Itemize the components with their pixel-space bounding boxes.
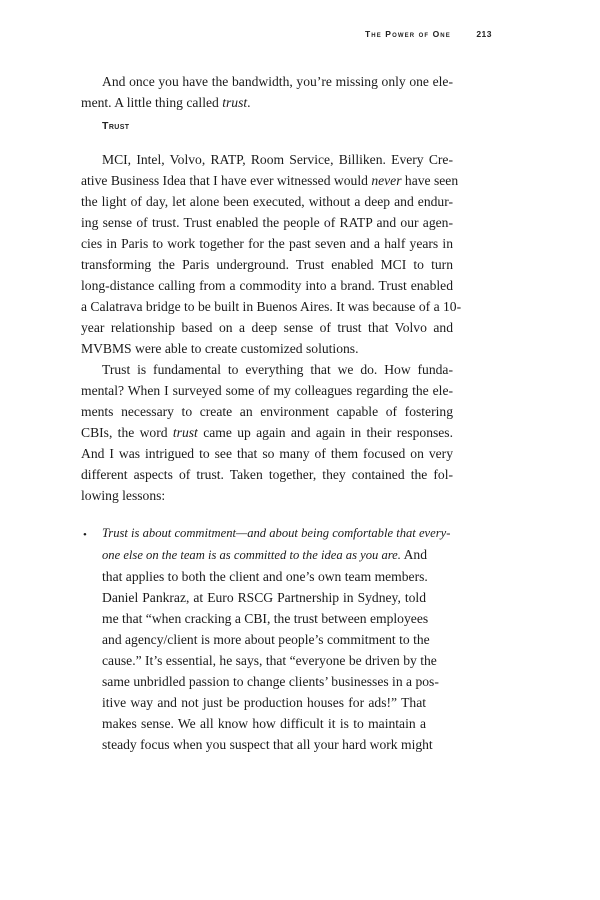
heading-text: Trust <box>102 120 130 132</box>
text-line: the light of day, let alone been executed, without a deep and endur- <box>81 194 453 209</box>
running-header <box>365 29 492 39</box>
text-line: makes sense. We all know how difficult it is to maintain a <box>102 716 426 731</box>
text-line: cause.” It’s essential, he says, that “everyone be driven by the <box>102 653 437 668</box>
text-line: ing sense of trust. Trust enabled the people of RATP and our agen- <box>81 215 453 230</box>
text-line: different aspects of trust. Taken together, they contained the fol- <box>81 467 453 482</box>
text-span: CBIs, the word <box>81 425 168 440</box>
text-line: And once you have the bandwidth, you’re missing only one ele- <box>102 74 453 89</box>
emphasis: trust <box>172 425 198 440</box>
emphasis: one else on the team is as committed to the idea as you are. <box>102 548 401 562</box>
text-line: that applies to both the client and one’s own team members. <box>102 569 428 584</box>
emphasis: trust <box>222 95 248 110</box>
intro-paragraph <box>81 71 453 113</box>
text-span: And <box>403 547 428 562</box>
text-line: transforming the Paris underground. Trust enabled MCI to turn <box>81 257 453 272</box>
text-line: year relationship based on a deep sense of trust that Volvo and <box>81 320 453 335</box>
text-line: a Calatrava bridge to be built in Buenos Aires. It was because of a 10- <box>81 299 462 314</box>
running-title: The Power of One <box>365 29 451 39</box>
text-span: ment. A little thing called <box>81 95 219 110</box>
bullet-item <box>102 522 451 755</box>
text-span: . <box>247 95 251 110</box>
text-line <box>102 522 451 544</box>
text-line: And I was intrigued to see that so many of them focused on very <box>81 446 453 461</box>
section-heading <box>102 120 129 132</box>
bullet-icon: • <box>83 529 87 541</box>
text-line: MCI, Intel, Volvo, RATP, Room Service, Billiken. Every Cre- <box>102 152 453 167</box>
section-body <box>81 149 462 506</box>
text-line: Trust is fundamental to everything that we do. How funda- <box>102 362 453 377</box>
emphasis: Trust is about commitment—and about being comfortable that every- <box>102 526 451 540</box>
text-line <box>102 544 426 566</box>
text-line: steady focus when you suspect that all your hard work might <box>102 737 433 752</box>
text-line: Daniel Pankraz, at Euro RSCG Partnership in Sydney, told <box>102 590 426 605</box>
text-span: came up again and again in their responses. <box>203 425 453 440</box>
text-line: MVBMS were able to create customized solutions. <box>81 341 359 356</box>
text-line: ments necessary to create an environment capable of fostering <box>81 404 453 419</box>
text-line: and agency/client is more about people’s commitment to the <box>102 632 430 647</box>
emphasis: never <box>371 173 402 188</box>
text-line: itive way and not just be production houses for ads!” That <box>102 695 426 710</box>
text-line <box>81 170 459 191</box>
text-line <box>81 422 453 443</box>
text-span: have seen <box>404 173 459 188</box>
text-line: cies in Paris to work together for the past seven and a half years in <box>81 236 453 251</box>
text-line: long-distance calling from a commodity into a brand. Trust enabled <box>81 278 453 293</box>
text-line: me that “when cracking a CBI, the trust between employees <box>102 611 429 626</box>
text-span: ative Business Idea that I have ever witnessed would <box>81 173 368 188</box>
page-number: 213 <box>476 29 492 39</box>
text-line: lowing lessons: <box>81 488 166 503</box>
text-line: mental? When I surveyed some of my colleagues regarding the ele- <box>81 383 453 398</box>
text-line <box>81 92 453 113</box>
text-line: same unbridled passion to change clients’ businesses in a pos- <box>102 674 439 689</box>
